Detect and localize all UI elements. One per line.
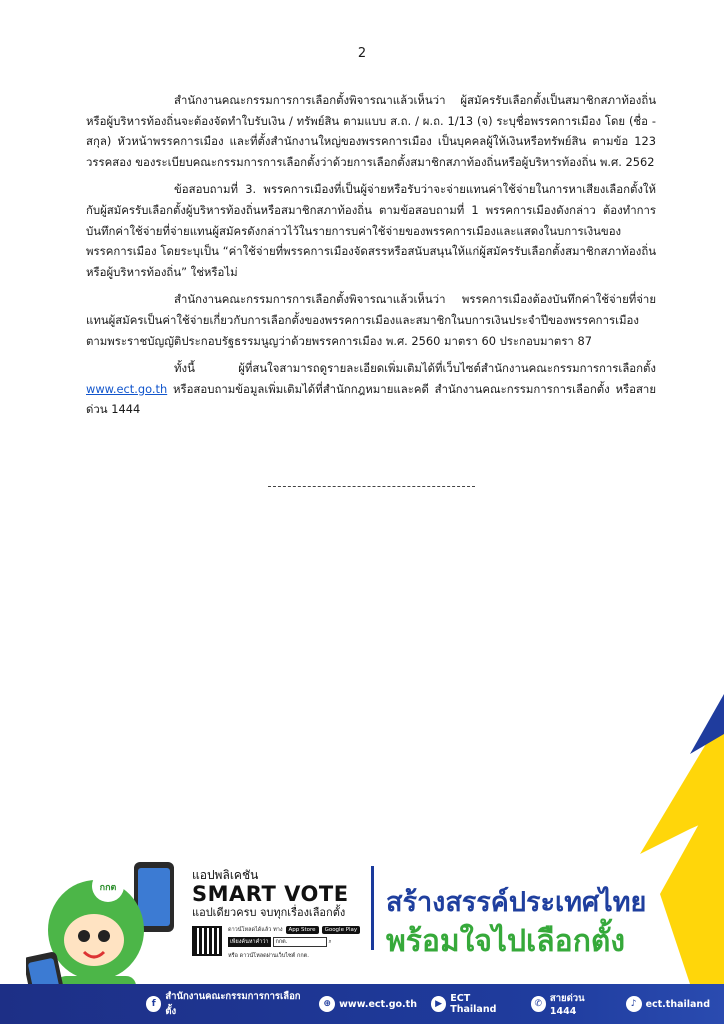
end-divider <box>268 486 475 487</box>
paragraph-3: สำนักงานคณะกรรมการการเลือกตั้งพิจารณาแล้วเห็นว่า พรรคการเมืองต้องบันทึกค่าใช้จ่ายที่จ่ายแทนผู้สมัครเป็นค่าใช้จ่ายเกี่ยวกับการเลือกตั้งของพรรคการเมืองและสมาชิกในบการเงินประจำปีของพรรคการเมือง ตามพระราชบัญญัติประกอบรัฐธรรมนูญว่าด้วยพรรคการเมือง พ.ศ. 2560 มาตรา 60 ประกอบมาตรา 87 <box>86 292 656 348</box>
phone-icon: ✆ <box>531 996 546 1012</box>
contact-youtube-text: ECT Thailand <box>450 993 497 1015</box>
ect-website-link[interactable]: www.ect.go.th <box>86 381 168 396</box>
contact-facebook-text: สำนักงานคณะกรรมการการเลือกตั้ง <box>165 991 301 1017</box>
globe-icon: ⊕ <box>319 996 335 1012</box>
slogan-line-1: สร้างสรรค์ประเทศไทย <box>386 887 647 918</box>
paragraph-4 <box>86 358 656 420</box>
youtube-icon: ▶ <box>431 996 446 1012</box>
google-play-badge[interactable]: Google Play <box>322 926 361 934</box>
contact-tiktok-text: ect.thailand <box>645 998 710 1010</box>
paragraph-4-pre: ทั้งนี้ ผู้ที่สนใจสามารถดูรายละเอียดเพิ่มเติมได้ที่เว็บไซต์สำนักงานคณะกรรมการการเลือกตั้ง <box>174 361 656 376</box>
contact-bar <box>0 984 724 1024</box>
document-body <box>86 90 656 420</box>
slogan-divider <box>371 866 374 950</box>
facebook-icon: f <box>146 996 161 1012</box>
contact-website-text: www.ect.go.th <box>339 998 417 1010</box>
paragraph-4-post: หรือสอบถามข้อมูลเพิ่มเติมได้ที่สำนักกฎหมายและคดี สำนักงานคณะกรรมการการเลือกตั้ง หรือสายด่วน 1444 <box>86 381 656 417</box>
yellow-shape <box>640 714 724 854</box>
contact-website[interactable] <box>319 996 417 1012</box>
yellow-shape-lower <box>660 779 724 984</box>
web-download-note: หรือ ดาวน์โหลดผ่านเว็บไซต์ กกต. <box>228 953 309 959</box>
slogan-line-2: พร้อมใจไปเลือกตั้ง <box>386 924 625 959</box>
contact-youtube[interactable] <box>431 993 517 1015</box>
smart-vote-promo <box>192 868 362 960</box>
search-icon: ⌕ <box>328 938 332 945</box>
contact-hotline[interactable] <box>531 991 612 1017</box>
search-label: เพียงค้นหาคำว่า <box>230 939 269 945</box>
search-box: กกต. <box>273 937 327 947</box>
mascot-badge: กกต <box>99 883 117 893</box>
blue-shape <box>690 694 724 754</box>
paragraph-2: ข้อสอบถามที่ 3. พรรคการเมืองที่เป็นผู้จ่ายหรือรับว่าจะจ่ายแทนค่าใช้จ่ายในการหาเสียงเลือกตั้งให้กับผู้สมัครรับเลือกตั้งผู้บริหารท้องถิ่นหรือสมาชิกสภาท้องถิ่น ตามข้อสอบถามที่ 1 พรรคการเมืองดังกล่าว ต้องทำการบันทึกค่าใช้จ่ายที่จ่ายแทนผู้สมัครดังกล่าวไว้ในรายการบค่าใช้จ่ายของพรรคการเมืองและแสดงในบการเงินของพรรคการเมือง โดยระบุเป็น “ค่าใช้จ่ายที่พรรคการเมืองจัดสรรหรือสนับสนุนให้แก่ผู้สมัครรับเลือกตั้งสมาชิกสภาท้องถิ่นหรือผู้บริหารท้องถิ่น” ใช่หรือไม่ <box>86 182 656 279</box>
contact-tiktok[interactable] <box>626 996 710 1012</box>
tiktok-icon: ♪ <box>626 996 642 1012</box>
paragraph-1: สำนักงานคณะกรรมการการเลือกตั้งพิจารณาแล้วเห็นว่า ผู้สมัครรับเลือกตั้งเป็นสมาชิกสภาท้องถิ่นหรือผู้บริหารท้องถิ่นจะต้องจัดทำใบรับเงิน / ทรัพย์สิน ตามแบบ ส.ถ. / ผ.ถ. 1/13 (จ) ระบุชื่อพรรคการเมือง โดย (ชื่อ - สกุล) หัวหน้าพรรคการเมือง และที่ตั้งสำนักงานใหญ่ของพรรคการเมือง เป็นบุคคลผู้ให้เงินหรือทรัพย์สิน ตามข้อ 123 วรรคสอง ของระเบียบคณะกรรมการการเลือกตั้งว่าด้วยการเลือกตั้งสมาชิกสภาท้องถิ่นหรือผู้บริหารท้องถิ่น พ.ศ. 2562 <box>86 93 656 169</box>
app-store-badge[interactable]: App Store <box>286 926 319 934</box>
contact-facebook[interactable] <box>146 989 305 1019</box>
download-label: ดาวน์โหลดได้แล้ว ทาง <box>228 927 283 933</box>
app-name: SMART VOTE <box>192 882 349 906</box>
qr-code <box>192 926 222 956</box>
app-prefix: แอปพลิเคชัน <box>192 868 259 882</box>
page-number: 2 <box>357 46 367 61</box>
contact-hotline-text: สายด่วน 1444 <box>549 993 585 1017</box>
app-tagline: แอปเดียวครบ จบทุกเรื่องเลือกตั้ง <box>192 906 346 919</box>
